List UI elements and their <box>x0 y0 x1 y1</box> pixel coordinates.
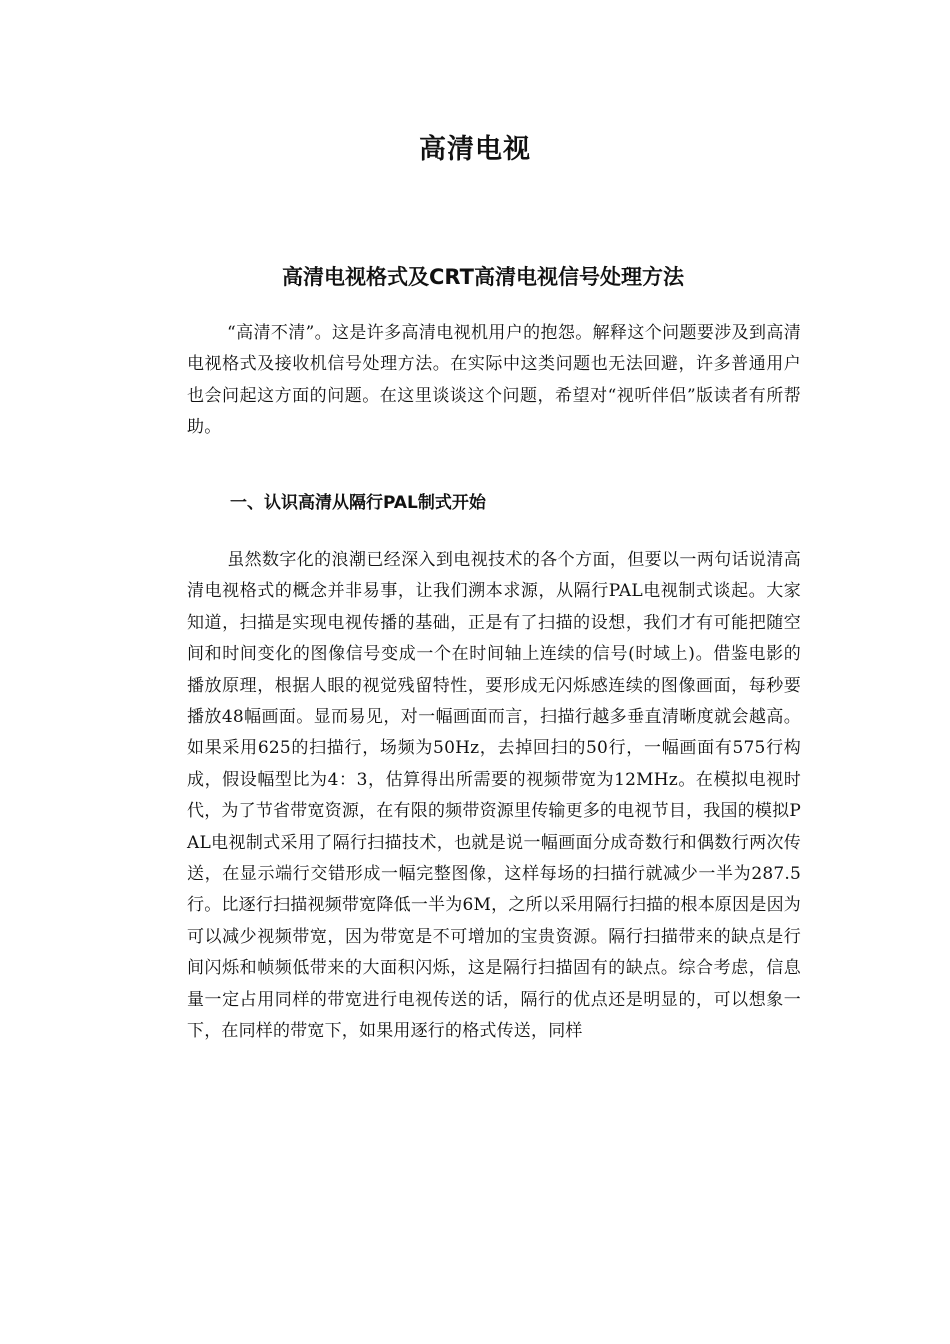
intro-paragraph <box>187 318 801 443</box>
section-heading: 一、认识高清从隔行PAL制式开始 <box>230 493 486 513</box>
article-title: 高清电视格式及CRT高清电视信号处理方法 <box>282 265 684 289</box>
section-paragraph-text: 虽然数字化的浪潮已经深入到电视技术的各个方面，但要以一两句话说清高清电视格式的概念并非易事，让我们溯本求源，从隔行PAL电视制式谈起。大家知道，扫描是实现电视传播的基础，正是有了扫描的设想，我们才有可能把随空间和时间变化的图像信号变成一个在时间轴上连续的信号(时域上)。借鉴电影的播放原理，根据人眼的视觉残留特性，要形成无闪烁感连续的图像画面，每秒要播放48幅画面。显而易见，对一幅画面而言，扫描行越多垂直清晰度就会越高。如果采用625的扫描行，场频为50Hz，去掉回扫的50行，一幅画面有575行构成，假设幅型比为4：3，估算得出所需要的视频带宽为12MHz。在模拟电视时代，为了节省带宽资源，在有限的频带资源里传输更多的电视节目，我国的模拟PAL电视制式采用了隔行扫描技术，也就是说一幅画面分成奇数行和偶数行两次传送，在显示端行交错形成一幅完整图像，这样每场的扫描行就减少一半为287.5行。比逐行扫描视频带宽降低一半为6M，之所以采用隔行扫描的根本原因是因为可以减少视频带宽，因为带宽是不可增加的宝贵资源。隔行扫描带来的缺点是行间闪烁和帧频低带来的大面积闪烁，这是隔行扫描固有的缺点。综合考虑，信息量一定占用同样的带宽进行电视传送的话，隔行的优点还是明显的，可以想象一下，在同样的带宽下，如果用逐行的格式传送，同样 <box>187 550 801 1042</box>
intro-paragraph-text: “高清不清”。这是许多高清电视机用户的抱怨。解释这个问题要涉及到高清电视格式及接收机信号处理方法。在实际中这类问题也无法回避，许多普通用户也会问起这方面的问题。在这里谈谈这个问题，希望对“视听伴侣”版读者有所帮助。 <box>187 323 801 437</box>
document-title: 高清电视 <box>419 134 531 165</box>
section-paragraph <box>187 545 801 1048</box>
